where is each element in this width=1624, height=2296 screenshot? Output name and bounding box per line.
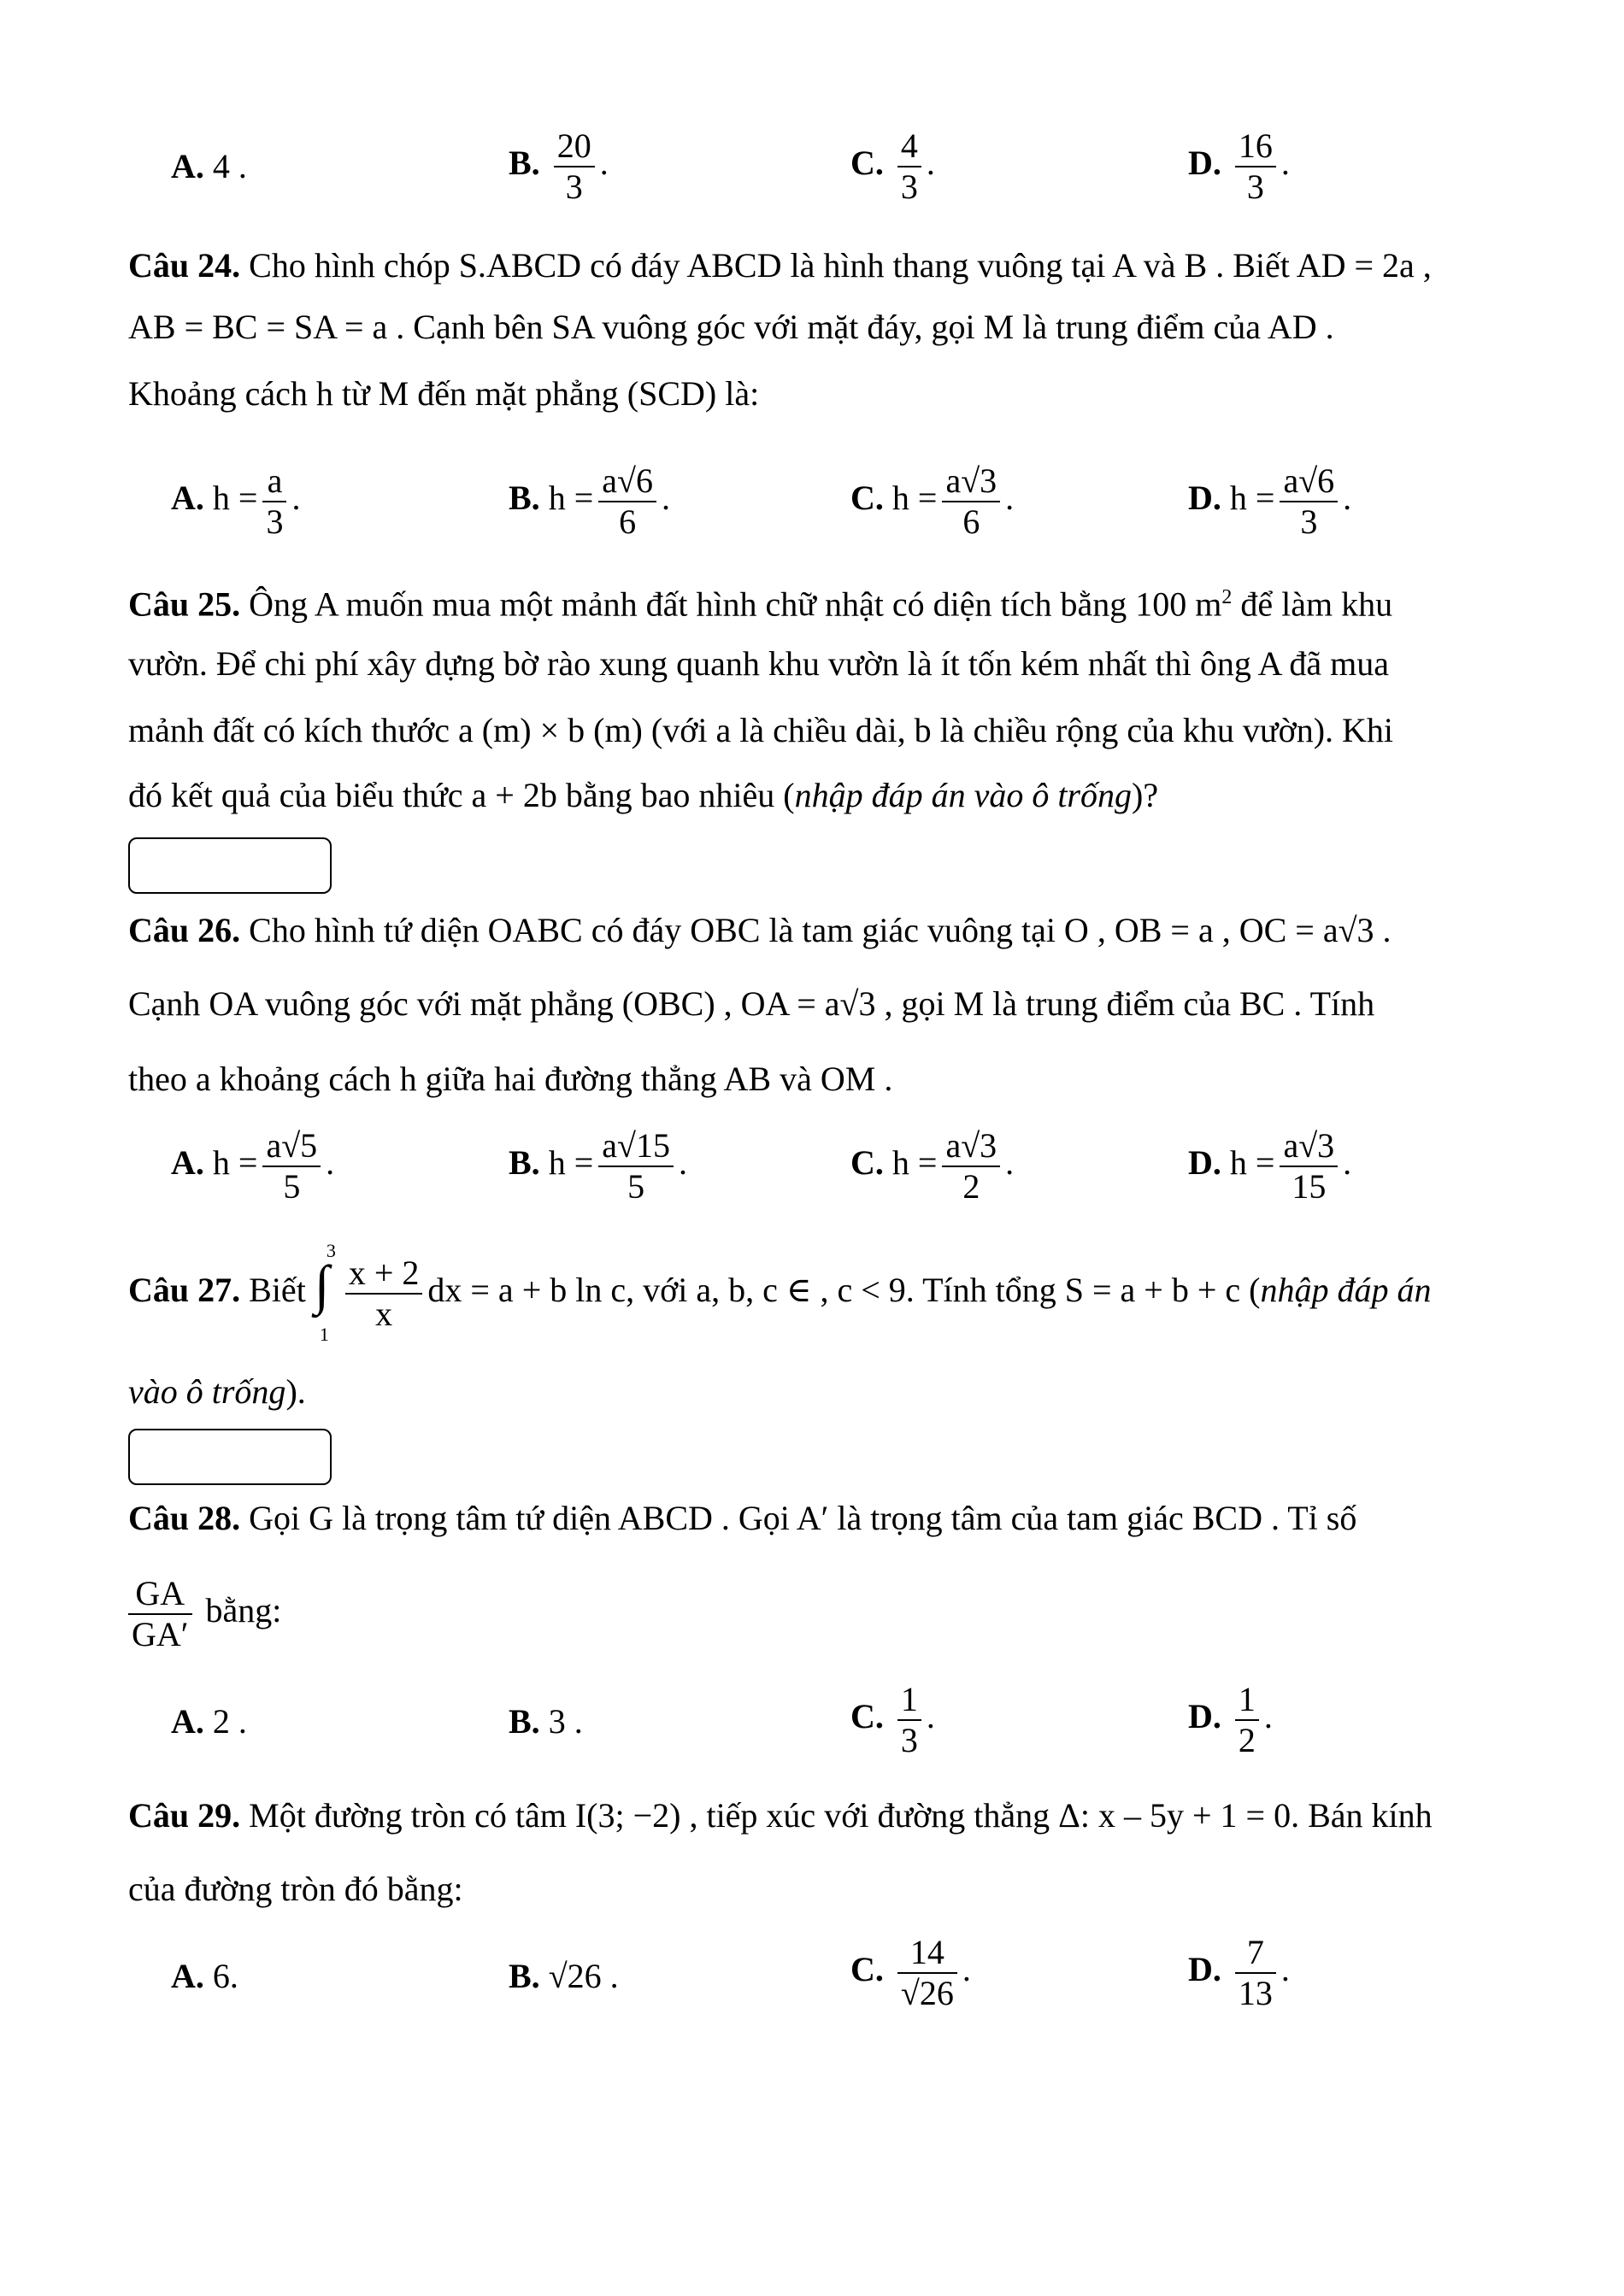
option-prefix: h = [891, 1143, 938, 1183]
q25-line-3 [128, 709, 1513, 752]
option-tail: . [1280, 144, 1290, 183]
option-label: C. [850, 1697, 884, 1736]
option-tail: . [599, 144, 609, 183]
option-tail: . [926, 1697, 935, 1736]
denominator: 6 [619, 502, 637, 541]
option-label: C. [850, 1143, 884, 1183]
option-label: B. [509, 144, 540, 183]
numerator: a√3 [1280, 1126, 1338, 1167]
option-label: B. [509, 1143, 540, 1183]
question-text: đó kết quả của biểu thức a + 2b bằng bao nhiêu ( [128, 776, 795, 814]
numerator: a√6 [1280, 461, 1338, 502]
denominator: x [375, 1294, 393, 1333]
fraction [262, 1126, 321, 1207]
option-label: A. [171, 1957, 204, 1995]
question-text: bằng: [205, 1591, 282, 1630]
option-text: 3 . [548, 1702, 583, 1741]
q24-option-d [1188, 461, 1351, 542]
denominator: 3 [565, 167, 583, 206]
fraction [897, 1680, 921, 1760]
option-label: A. [171, 479, 204, 518]
denominator: 2 [1238, 1721, 1256, 1759]
option-label: B. [509, 1702, 540, 1741]
q25-line-4 [128, 774, 1513, 817]
denominator: 3 [1246, 167, 1264, 206]
fraction [598, 461, 656, 542]
question-number: Câu 26. [128, 911, 241, 949]
numerator: 14 [897, 1933, 957, 1974]
option-tail: . [1263, 1697, 1273, 1736]
option-tail: . [678, 1143, 687, 1183]
numerator: 1 [1235, 1680, 1259, 1721]
option-label: B. [509, 479, 540, 518]
denominator: 6 [962, 502, 980, 541]
q29-line-1 [128, 1794, 1513, 1837]
superscript: 2 [1221, 586, 1233, 608]
q24-option-c [850, 461, 1014, 542]
question-text: Một đường tròn có tâm I(3; −2) , tiếp xúc với đường thẳng Δ: x – 5y + 1 = 0. Bán kính [249, 1796, 1433, 1835]
option-tail: . [1005, 1143, 1015, 1183]
denominator: 5 [283, 1167, 301, 1206]
question-text: )? [1132, 776, 1159, 814]
q29-option-a [171, 1955, 238, 1998]
question-number: Câu 28. [128, 1499, 241, 1537]
option-text: √26 . [548, 1957, 619, 1995]
option-prefix: h = [1229, 1143, 1275, 1183]
q29-option-d [1188, 1933, 1290, 2013]
q26-option-c [850, 1126, 1014, 1207]
q23-option-b [509, 126, 609, 207]
option-label: A. [171, 147, 204, 185]
option-tail: . [1005, 479, 1015, 518]
fraction [897, 126, 921, 207]
q26-option-a [171, 1126, 334, 1207]
question-number: Câu 24. [128, 246, 241, 285]
q24-line-1 [128, 244, 1513, 287]
q23-option-d [1188, 126, 1290, 207]
q28-option-a [171, 1700, 247, 1743]
question-text: dx = a + b ln c, với a, b, c ∈ , c < 9. Tính tổng S = a + b + c ( [427, 1271, 1261, 1309]
denominator: GA′ [132, 1614, 189, 1653]
question-text: Khoảng cách h từ M đến mặt phẳng (SCD) là: [128, 374, 760, 413]
numerator: 7 [1235, 1933, 1276, 1974]
option-text: 6. [212, 1957, 238, 1995]
option-label: D. [1188, 144, 1221, 183]
question-text: Cho hình chóp S.ABCD có đáy ABCD là hình thang vuông tại A và B . Biết AD = 2a , [249, 246, 1432, 285]
integral-lower-limit: 1 [319, 1323, 329, 1345]
q27-answer-box[interactable] [128, 1429, 332, 1485]
option-tail: . [326, 1143, 335, 1183]
option-tail: . [291, 479, 301, 518]
fraction [554, 126, 595, 207]
question-text: Biết [249, 1271, 306, 1309]
numerator: a√6 [598, 461, 656, 502]
numerator: a√15 [598, 1126, 674, 1167]
integral-sign: ∫ 3 1 [314, 1239, 336, 1345]
numerator: 16 [1235, 126, 1276, 167]
option-prefix: h = [212, 479, 258, 518]
q23-option-a [171, 145, 247, 188]
option-tail: . [661, 479, 670, 518]
q25-line-1 [128, 576, 1513, 625]
fraction [897, 1933, 957, 2013]
question-number: Câu 29. [128, 1796, 241, 1835]
q25-line-2 [128, 643, 1513, 685]
fraction [942, 461, 1000, 542]
q28-line-2 [128, 1564, 1513, 1658]
q26-line-3 [128, 1058, 1513, 1101]
option-label: D. [1188, 1143, 1221, 1183]
numerator: a√3 [942, 461, 1000, 502]
fraction [1235, 1933, 1276, 2013]
fraction [1235, 1680, 1259, 1760]
option-label: D. [1188, 1697, 1221, 1736]
question-text: Cạnh OA vuông góc với mặt phẳng (OBC) , OA = a√3 , gọi M là trung điểm của BC . Tính [128, 984, 1375, 1023]
q26-line-2 [128, 983, 1513, 1025]
question-text: Ông A muốn mua một mảnh đất hình chữ nhật có diện tích bằng 100 m [249, 584, 1222, 624]
option-tail: . [1280, 1950, 1290, 1989]
numerator: 1 [897, 1680, 921, 1721]
q25-answer-box[interactable] [128, 837, 332, 894]
question-text: Gọi G là trọng tâm tứ diện ABCD . Gọi A′ là trọng tâm của tam giác BCD . Tỉ số [249, 1499, 1357, 1537]
q29-option-b [509, 1955, 619, 1998]
option-label: C. [850, 1950, 884, 1989]
q28-line-1 [128, 1497, 1513, 1540]
q24-line-3 [128, 373, 1513, 415]
option-prefix: h = [891, 479, 938, 518]
denominator: 13 [1238, 1974, 1273, 2012]
q28-option-d [1188, 1680, 1273, 1760]
q23-option-c [850, 126, 935, 207]
option-label: A. [171, 1143, 204, 1183]
question-text: Cho hình tứ diện OABC có đáy OBC là tam giác vuông tại O , OB = a , OC = a√3 . [249, 911, 1392, 949]
q26-option-d [1188, 1126, 1351, 1207]
denominator: 2 [962, 1167, 980, 1206]
numerator: GA [128, 1574, 192, 1615]
q27-line-1 [128, 1239, 1513, 1345]
option-label: B. [509, 1957, 540, 1995]
option-label: C. [850, 479, 884, 518]
denominator: √26 [900, 1974, 954, 2012]
question-text: vườn. Để chi phí xây dựng bờ rào xung quanh khu vườn là ít tốn kém nhất thì ông A đã mua [128, 644, 1389, 683]
fraction [1280, 461, 1338, 542]
denominator: 3 [900, 1721, 918, 1759]
fraction [598, 1126, 674, 1207]
option-text: 2 . [212, 1702, 247, 1741]
question-text: mảnh đất có kích thước a (m) × b (m) (với a là chiều dài, b là chiều rộng của khu vườn). Khi [128, 711, 1394, 749]
option-tail: . [1343, 479, 1352, 518]
question-text-italic: nhập đáp án [1260, 1271, 1432, 1309]
option-tail: . [926, 144, 935, 183]
q28-option-b [509, 1700, 583, 1743]
denominator: 5 [627, 1167, 645, 1206]
option-tail: . [962, 1950, 971, 1989]
fraction [128, 1574, 192, 1654]
fraction [345, 1254, 423, 1334]
question-text: để làm khu [1232, 584, 1393, 624]
option-prefix: h = [212, 1143, 258, 1183]
q24-option-a [171, 461, 300, 542]
denominator: 15 [1292, 1167, 1327, 1206]
option-tail: . [1343, 1143, 1352, 1183]
question-text-italic: vào ô trống [128, 1372, 286, 1411]
q29-line-2 [128, 1868, 1513, 1911]
fraction [1280, 1126, 1338, 1207]
question-text: theo a khoảng cách h giữa hai đường thẳng AB và OM . [128, 1060, 893, 1098]
option-prefix: h = [548, 479, 594, 518]
numerator: a√3 [942, 1126, 1000, 1167]
q26-option-b [509, 1126, 687, 1207]
fraction [262, 461, 286, 542]
numerator: a [262, 461, 286, 502]
option-label: D. [1188, 479, 1221, 518]
numerator: x + 2 [345, 1254, 423, 1295]
question-text-italic: nhập đáp án vào ô trống [794, 776, 1132, 814]
numerator: a√5 [262, 1126, 321, 1167]
denominator: 3 [266, 502, 284, 541]
option-prefix: h = [548, 1143, 594, 1183]
numerator: 4 [897, 126, 921, 167]
question-number: Câu 27. [128, 1271, 241, 1309]
denominator: 3 [1300, 502, 1318, 541]
q29-option-c [850, 1933, 971, 2013]
q28-option-c [850, 1680, 935, 1760]
denominator: 3 [900, 167, 918, 206]
fraction [1235, 126, 1276, 207]
q27-line-2 [128, 1371, 1513, 1413]
q26-line-1 [128, 909, 1513, 952]
option-prefix: h = [1229, 479, 1275, 518]
option-label: A. [171, 1702, 204, 1741]
integral-upper-limit: 3 [326, 1239, 336, 1261]
question-text: AB = BC = SA = a . Cạnh bên SA vuông góc với mặt đáy, gọi M là trung điểm của AD . [128, 308, 1334, 346]
question-text: ). [285, 1372, 306, 1411]
numerator: 20 [554, 126, 595, 167]
question-text: của đường tròn đó bằng: [128, 1870, 463, 1908]
question-number: Câu 25. [128, 584, 241, 624]
fraction [942, 1126, 1000, 1207]
option-text: 4 . [212, 147, 247, 185]
q24-option-b [509, 461, 670, 542]
option-label: C. [850, 144, 884, 183]
q24-line-2 [128, 306, 1513, 349]
option-label: D. [1188, 1950, 1221, 1989]
